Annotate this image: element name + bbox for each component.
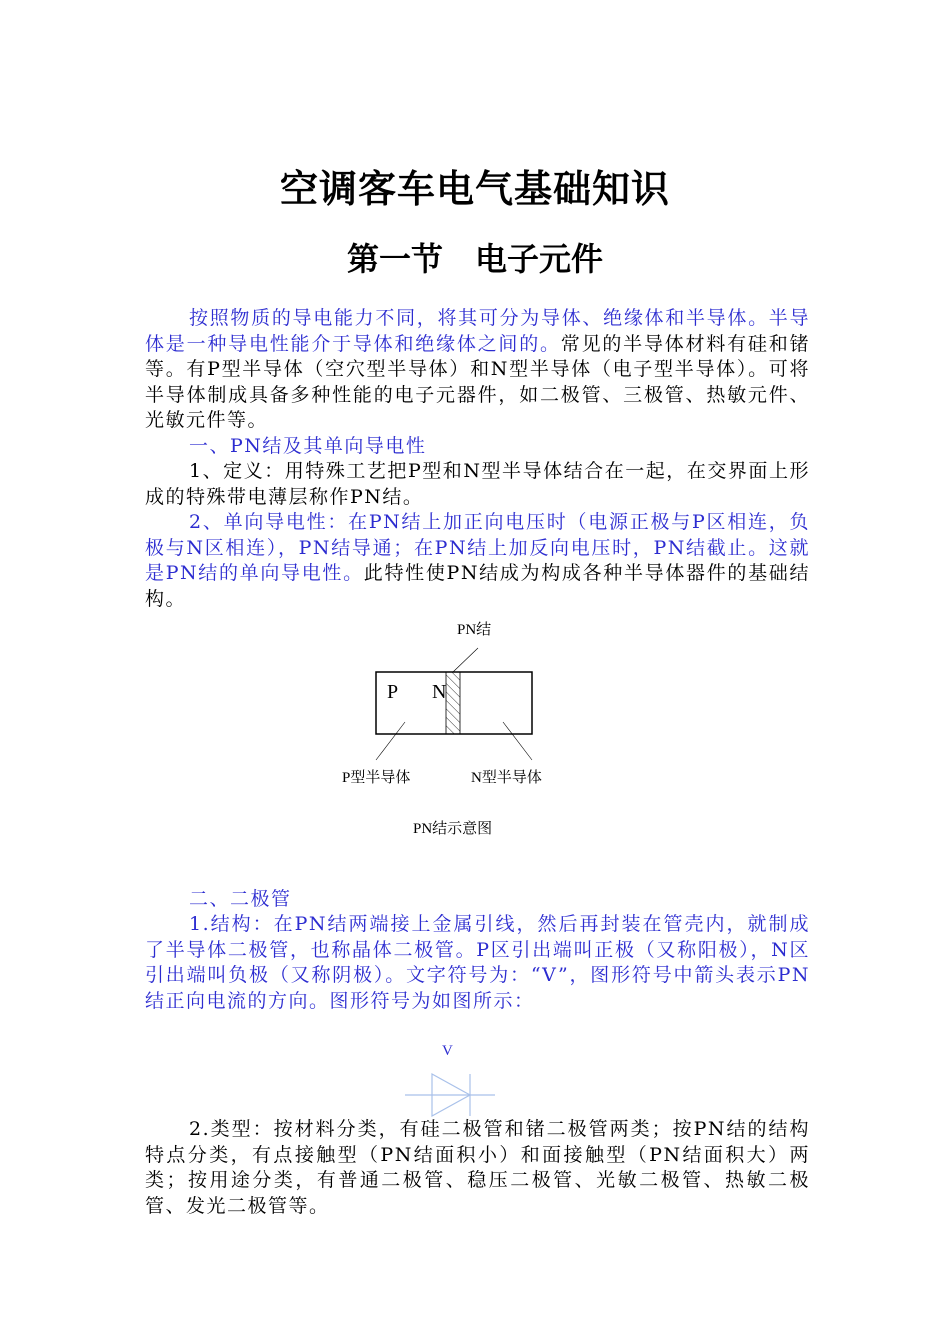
diode-symbol-letter: V [442, 1043, 453, 1059]
pn-junction-layer [446, 672, 460, 734]
page-title: 空调客车电气基础知识 [279, 167, 670, 211]
diode-symbol-icon [405, 1074, 495, 1116]
pn-definition: 1、定义：用特殊工艺把P型和N型半导体结合在一起，在交界面上形成的特殊带电薄层称作PN结。 [145, 460, 810, 508]
pn-conductivity-blue: 2、单向导电性：在PN结上加正向电压时（电源正极与P区相连，负极与N区相连），PN结导通；在PN结上加反向电压时，PN结截止。这就是PN结的单向导电性。 [145, 511, 810, 584]
pn-junction-pointer [453, 648, 478, 672]
diode-types: 2.类型：按材料分类，有硅二极管和锗二极管两类；按PN结的结构特点分类，有点接触型（PN结面积小）和面接触型（PN结面积大）两类；按用途分类，有普通二极管、稳压二极管、光敏二极管、热敏二极管、发光二极管等。 [145, 1118, 810, 1217]
intro-blue-text: 按照物质的导电能力不同，将其可分为导体、绝缘体和半导体。半导体是一种导电性能介于导体和绝缘体之间的。 [145, 307, 810, 355]
pn-conductivity-black: 此特性使PN结成为构成各种半导体器件的基础结构。 [145, 562, 810, 610]
p-type-pointer [376, 722, 405, 760]
diode-structure: 1.结构：在PN结两端接上金属引线，然后再封装在管壳内，就制成了半导体二极管，也称晶体二极管。P区引出端叫正极（又称阳极），N区引出端叫负极（又称阴极）。文字符号为：“V”，图形符号中箭头表示PN结正向电流的方向。图形符号为如图所示： [145, 913, 810, 1012]
section-title: 第一节 电子元件 [346, 240, 603, 278]
p-type-label: P型半导体 [342, 770, 411, 786]
figure-caption: PN结示意图 [413, 821, 493, 837]
pn-junction-label: PN结 [457, 622, 492, 638]
n-letter: N [432, 681, 447, 703]
p-letter: P [387, 681, 399, 703]
intro-black-text: 常见的半导体材料有硅和锗等。有P型半导体（空穴型半导体）和N型半导体（电子型半导体）。可将半导体制成具备多种性能的电子元器件，如二极管、三极管、热敏元件、光敏元件等。 [145, 332, 810, 431]
pn-heading: 一、PN结及其单向导电性 [189, 435, 427, 457]
diode-heading: 二、二极管 [189, 888, 292, 910]
n-type-pointer [503, 722, 532, 760]
n-type-label: N型半导体 [471, 770, 542, 786]
